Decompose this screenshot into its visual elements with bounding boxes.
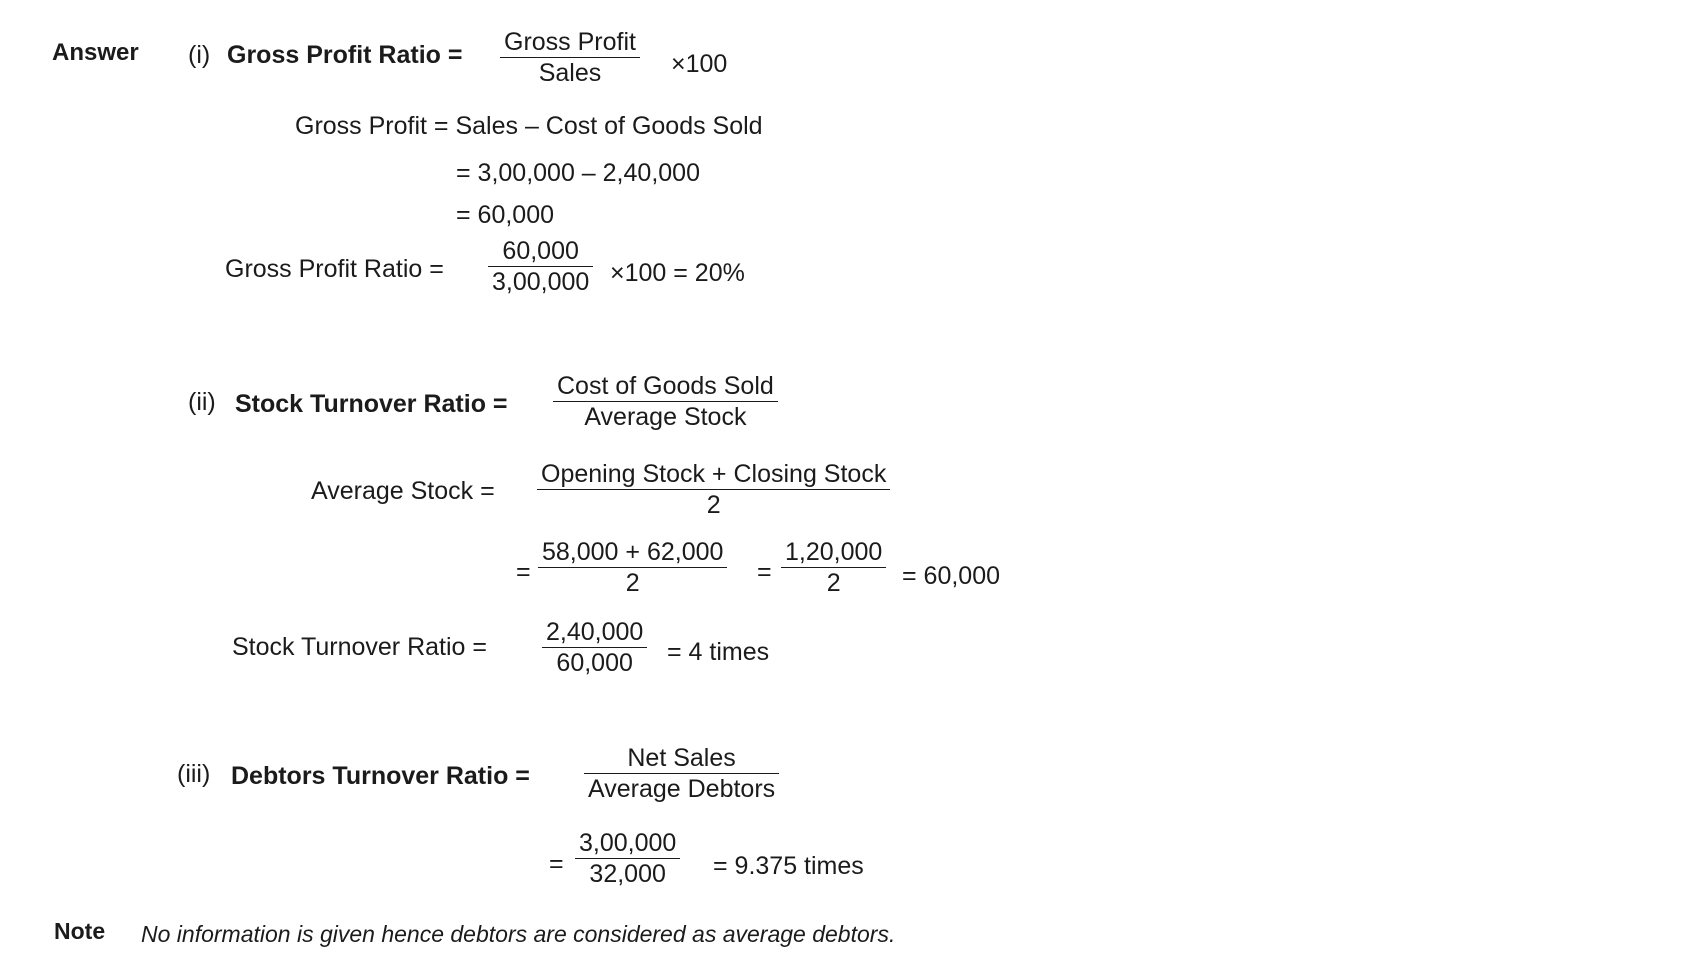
gross-profit-ratio-lhs: Gross Profit Ratio = (225, 255, 444, 283)
fraction-numerator: Opening Stock + Closing Stock (541, 460, 887, 488)
gross-profit-equation: Gross Profit = Sales – Cost of Goods Sold (295, 112, 763, 140)
fraction-numerator: 58,000 + 62,000 (542, 538, 724, 566)
fraction-denominator: 60,000 (556, 649, 633, 677)
fraction-denominator: 3,00,000 (492, 268, 590, 296)
fraction-denominator: 32,000 (589, 860, 666, 888)
part-ii-number: (ii) (188, 388, 216, 416)
gross-profit-substitution: = 3,00,000 – 2,40,000 (456, 159, 700, 187)
note-label: Note (54, 918, 106, 944)
fraction-denominator: Sales (538, 59, 602, 87)
fraction-numerator: Gross Profit (504, 28, 636, 56)
part-i-number: (i) (188, 41, 211, 69)
fraction-numerator: 2,40,000 (546, 618, 644, 646)
average-stock-total-fraction (781, 537, 886, 598)
fraction-denominator: 2 (706, 491, 721, 519)
fraction-numerator: 3,00,000 (579, 829, 677, 857)
debtors-turnover-ratio-title: Debtors Turnover Ratio = (231, 762, 530, 790)
equals-sign: = (549, 850, 564, 878)
average-stock-sum-fraction (538, 537, 727, 598)
average-stock-lhs: Average Stock = (311, 477, 495, 505)
stock-turnover-ratio-lhs: Stock Turnover Ratio = (232, 633, 487, 661)
stock-turnover-ratio-calc-fraction (542, 617, 647, 678)
note-text: No information is given hence debtors are considered as average debtors. (141, 921, 896, 947)
multiply-100: ×100 (671, 50, 728, 78)
fraction-numerator: Net Sales (627, 744, 736, 772)
gross-profit-ratio-result: ×100 = 20% (610, 259, 745, 287)
stock-turnover-ratio-fraction (553, 371, 778, 432)
debtors-turnover-ratio-fraction (584, 743, 779, 804)
average-stock-result: = 60,000 (902, 562, 1001, 590)
fraction-numerator: 1,20,000 (785, 538, 883, 566)
fraction-denominator: Average Stock (584, 403, 747, 431)
gross-profit-ratio-title: Gross Profit Ratio = (227, 41, 463, 69)
fraction-denominator: 2 (826, 569, 841, 597)
part-iii-number: (iii) (177, 760, 211, 788)
stock-turnover-ratio-title: Stock Turnover Ratio = (235, 390, 508, 418)
equals-sign: = (516, 558, 531, 586)
fraction-numerator: Cost of Goods Sold (557, 372, 774, 400)
answer-label: Answer (52, 39, 139, 66)
stock-turnover-ratio-result: = 4 times (667, 638, 770, 666)
average-stock-fraction (537, 459, 890, 520)
debtors-turnover-ratio-result: = 9.375 times (713, 852, 864, 880)
fraction-numerator: 60,000 (502, 237, 579, 265)
gross-profit-ratio-fraction (500, 27, 640, 88)
gross-profit-ratio-calc-fraction (488, 236, 593, 297)
fraction-denominator: Average Debtors (588, 775, 776, 803)
equals-sign: = (757, 558, 772, 586)
debtors-turnover-ratio-calc-fraction (575, 828, 680, 889)
gross-profit-result: = 60,000 (456, 201, 555, 229)
fraction-denominator: 2 (625, 569, 640, 597)
